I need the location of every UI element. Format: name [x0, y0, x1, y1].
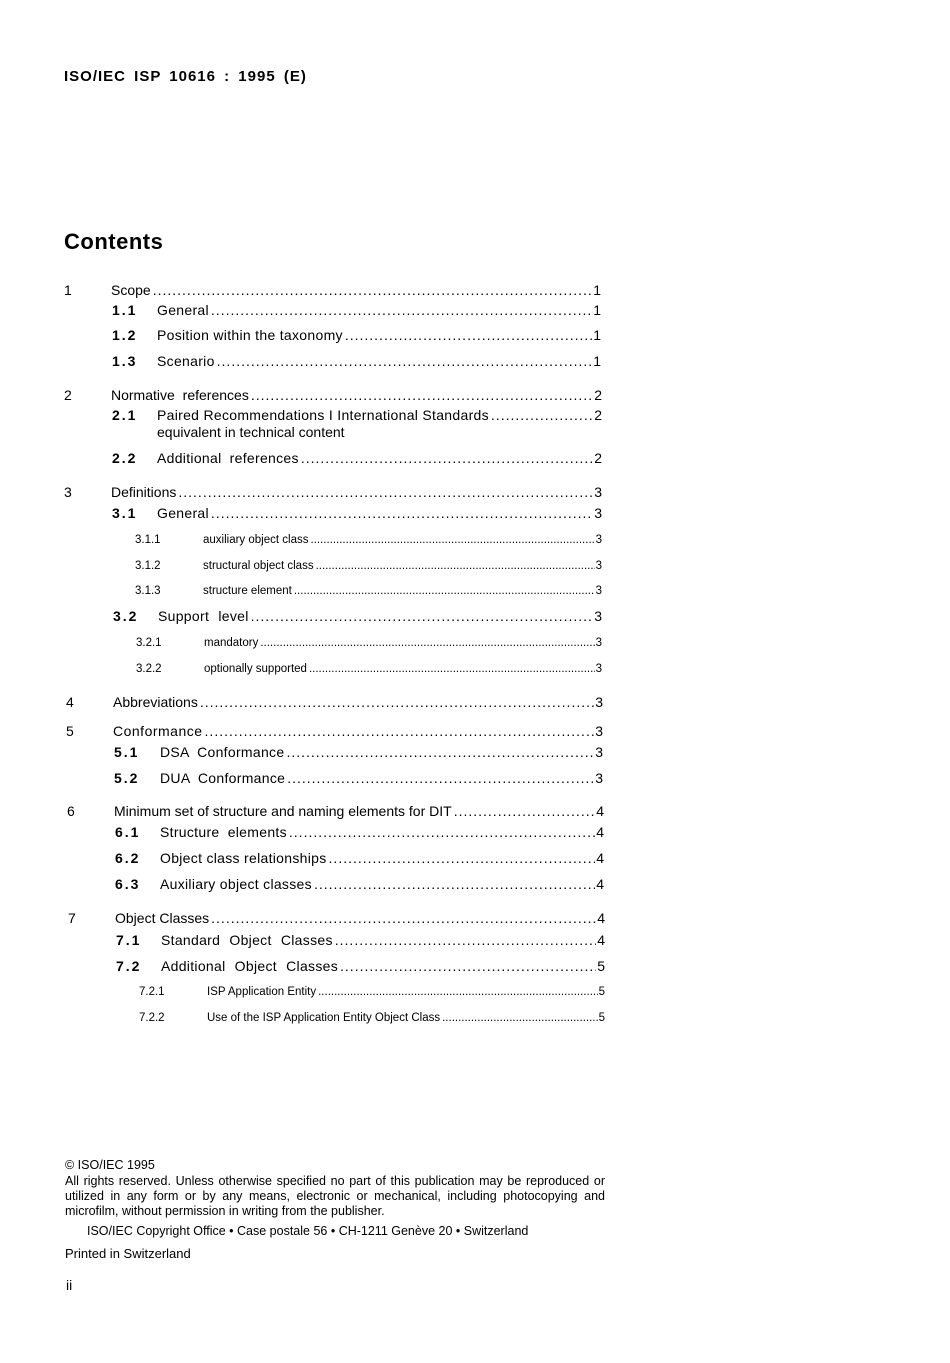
toc-page: 3	[595, 663, 602, 675]
toc-entry[interactable]	[0, 530, 950, 550]
page-number: ii	[66, 1277, 73, 1293]
toc-leader	[211, 300, 592, 320]
document-id-header: ISO/IEC ISP 10616 : 1995 (E)	[64, 68, 307, 85]
toc-page: 2	[594, 450, 602, 466]
toc-entry[interactable]	[0, 742, 950, 762]
toc-label: Support level	[158, 608, 249, 624]
toc-page: 3	[595, 770, 603, 786]
toc-page: 5	[598, 1012, 605, 1024]
toc-label: Standard Object Classes	[161, 932, 333, 948]
toc-page: 4	[597, 932, 605, 948]
toc-leader	[309, 659, 595, 679]
toc-number: 7.2	[116, 958, 142, 974]
toc-entry[interactable]	[0, 848, 950, 868]
toc-page: 3	[595, 723, 603, 739]
toc-leader	[442, 1008, 597, 1028]
toc-number: 7.2.2	[139, 1012, 165, 1024]
toc-page: 4	[596, 876, 604, 892]
toc-number: 1	[64, 282, 72, 298]
toc-leader	[217, 351, 593, 371]
toc-leader	[286, 742, 594, 762]
toc-number: 1.1	[112, 302, 138, 318]
toc-label: optionally supported	[204, 663, 307, 675]
toc-leader	[205, 721, 595, 741]
toc-leader	[301, 448, 593, 468]
toc-entry[interactable]	[0, 822, 950, 842]
toc-page: 1	[593, 302, 601, 318]
toc-leader	[335, 930, 596, 950]
toc-leader	[294, 581, 595, 601]
toc-label: Structure elements	[160, 824, 287, 840]
toc-label: Object Classes	[115, 910, 210, 926]
toc-number: 3.2.1	[136, 637, 162, 649]
toc-leader	[178, 482, 593, 502]
toc-page: 3	[594, 484, 602, 500]
toc-leader	[318, 982, 597, 1002]
toc-label: Use of the ISP Application Entity Object Class	[207, 1012, 441, 1024]
toc-number: 5.2	[114, 770, 140, 786]
toc-page: 3	[595, 585, 602, 597]
toc-page: 3	[595, 694, 603, 710]
toc-label: DSA Conformance	[160, 744, 285, 760]
page-title: Contents	[64, 229, 164, 254]
toc-page: 3	[595, 744, 603, 760]
toc-label: structure element	[203, 585, 292, 597]
toc-number: 7.2.1	[139, 986, 165, 998]
toc-leader	[491, 405, 593, 425]
toc-entry[interactable]	[0, 280, 950, 300]
toc-leader	[211, 503, 593, 523]
toc-label: structural object class	[203, 560, 314, 572]
toc-number: 7	[68, 910, 76, 926]
toc-page: 4	[597, 910, 605, 926]
toc-leader	[251, 385, 593, 405]
toc-page: 2	[594, 387, 602, 403]
toc-leader	[211, 908, 596, 928]
toc-number: 3.1	[112, 505, 138, 521]
toc-page: 4	[596, 824, 604, 840]
toc-leader	[329, 848, 596, 868]
toc-number: 2.1	[112, 407, 138, 423]
toc-entry[interactable]	[0, 325, 950, 345]
toc-leader	[316, 556, 595, 576]
toc-label: Additional Object Classes	[161, 958, 339, 974]
toc-entry[interactable]	[0, 930, 950, 950]
toc-label: ISP Application Entity	[207, 986, 317, 998]
toc-leader	[200, 692, 594, 712]
toc-label: Scope	[111, 282, 151, 298]
toc-entry[interactable]	[0, 956, 950, 976]
toc-number: 5	[66, 723, 74, 739]
toc-entry[interactable]	[0, 448, 950, 468]
toc-label: General	[157, 505, 209, 521]
toc-page: 4	[596, 803, 604, 819]
toc-entry[interactable]	[0, 659, 950, 679]
toc-page: 5	[597, 958, 605, 974]
toc-entry[interactable]	[0, 721, 950, 741]
toc-label: Object class relationships	[160, 850, 327, 866]
toc-label: Paired Recommendations I International Standards	[157, 407, 489, 423]
toc-entry[interactable]	[0, 503, 950, 523]
toc-entry[interactable]	[0, 633, 950, 653]
toc-label: auxiliary object class	[203, 534, 309, 546]
toc-page: 2	[594, 407, 602, 423]
toc-entry[interactable]	[0, 405, 950, 425]
toc-entry[interactable]	[0, 556, 950, 576]
toc-label: Auxiliary object classes	[160, 876, 312, 892]
toc-number: 6.3	[115, 876, 141, 892]
toc-leader	[310, 530, 594, 550]
toc-entry[interactable]	[0, 874, 950, 894]
toc-page: 3	[595, 560, 602, 572]
toc-leader	[454, 801, 596, 821]
toc-leader	[314, 874, 595, 894]
toc-number: 7.1	[116, 932, 142, 948]
toc-number: 1.3	[112, 353, 138, 369]
toc-label: Abbreviations	[113, 694, 198, 710]
toc-label: Normative references	[111, 387, 249, 403]
rights-statement: All rights reserved. Unless otherwise specified no part of this publication may be reproduced or utilized in any form or by any means, electronic or mechanical, including photocopying and microfilm, without permission in writing from the publisher.	[65, 1174, 605, 1218]
toc-label: Conformance	[113, 723, 203, 739]
toc-entry[interactable]	[0, 908, 950, 928]
toc-label: Minimum set of structure and naming elements for DIT	[114, 803, 452, 819]
toc-entry[interactable]	[0, 768, 950, 788]
toc-number: 2	[64, 387, 72, 403]
toc-number: 5.1	[114, 744, 140, 760]
toc-label: Additional references	[157, 450, 299, 466]
toc-number: 6.2	[115, 850, 141, 866]
toc-leader	[153, 280, 593, 300]
toc-entry[interactable]	[0, 581, 950, 601]
printed-in: Printed in Switzerland	[65, 1246, 191, 1261]
toc-page: 1	[593, 327, 601, 343]
toc-number: 6	[67, 803, 75, 819]
toc-label-continuation: equivalent in technical content	[157, 424, 345, 440]
copyright-line: © ISO/IEC 1995	[65, 1158, 155, 1172]
toc-number: 3.1.3	[135, 585, 161, 597]
toc-page: 5	[598, 986, 605, 998]
toc-leader	[289, 822, 595, 842]
toc-label: Position within the taxonomy	[157, 327, 343, 343]
toc-page: 3	[595, 534, 602, 546]
toc-page: 1	[593, 282, 601, 298]
toc-entry[interactable]	[0, 482, 950, 502]
toc-number: 2.2	[112, 450, 138, 466]
toc-page: 3	[594, 608, 602, 624]
toc-number: 1.2	[112, 327, 138, 343]
toc-number: 3.1.1	[135, 534, 161, 546]
toc-entry[interactable]	[0, 692, 950, 712]
toc-entry[interactable]	[0, 385, 950, 405]
toc-leader	[251, 606, 594, 626]
toc-number: 3	[64, 484, 72, 500]
toc-entry[interactable]	[0, 1008, 950, 1028]
toc-entry[interactable]	[0, 300, 950, 320]
toc-page: 3	[595, 637, 602, 649]
toc-entry[interactable]	[0, 351, 950, 371]
toc-entry[interactable]	[0, 982, 950, 1002]
toc-entry[interactable]	[0, 801, 950, 821]
toc-entry[interactable]	[0, 606, 950, 626]
toc-page: 4	[596, 850, 604, 866]
toc-page: 3	[594, 505, 602, 521]
toc-number: 4	[66, 694, 74, 710]
toc-leader	[345, 325, 592, 345]
toc-label: General	[157, 302, 209, 318]
toc-leader	[287, 768, 594, 788]
toc-number: 3.2.2	[136, 663, 162, 675]
toc-page: 1	[593, 353, 601, 369]
toc-leader	[260, 633, 594, 653]
toc-leader	[340, 956, 596, 976]
toc-label: Scenario	[157, 353, 215, 369]
toc-label: mandatory	[204, 637, 259, 649]
toc-number: 3.1.2	[135, 560, 161, 572]
toc-number: 3.2	[113, 608, 139, 624]
copyright-office-address: ISO/IEC Copyright Office • Case postale 56 • CH-1211 Genève 20 • Switzerland	[87, 1224, 529, 1238]
toc-number: 6.1	[115, 824, 141, 840]
toc-label: DUA Conformance	[160, 770, 286, 786]
toc-label: Definitions	[111, 484, 177, 500]
